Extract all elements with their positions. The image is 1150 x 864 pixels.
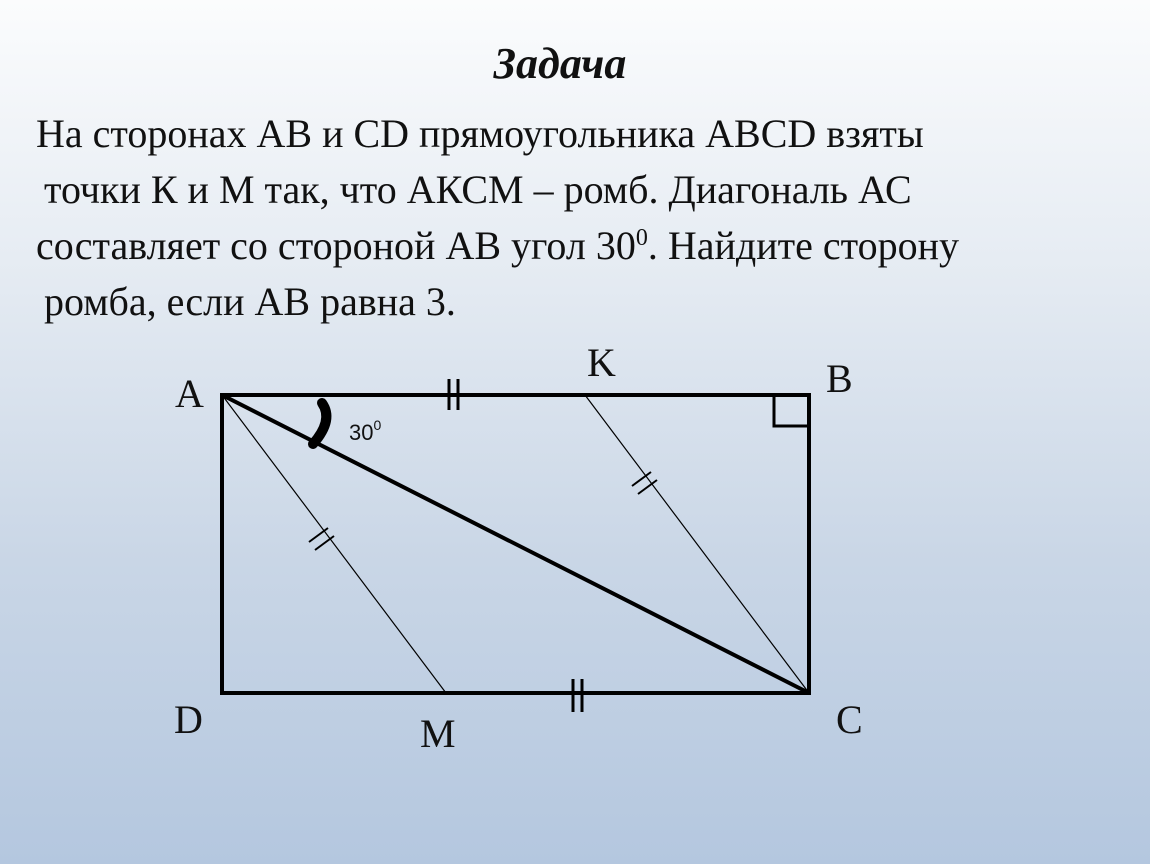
diagonal-ac [222, 395, 809, 693]
vertex-label-a: A [175, 371, 204, 416]
right-angle-marker [774, 395, 809, 426]
vertex-label-c: C [836, 697, 863, 742]
angle-value: 30 [349, 420, 374, 445]
angle-degree: 0 [373, 417, 382, 433]
vertex-label-b: B [826, 356, 853, 401]
degree-superscript: 0 [635, 225, 648, 251]
vertex-label-d: D [174, 697, 203, 742]
segment-kc [585, 395, 809, 693]
vertex-label-m: M [420, 711, 456, 756]
angle-label [349, 417, 381, 445]
problem-line-3-text: составляет со стороной АВ угол 30 [36, 223, 636, 268]
problem-line-4: ромба, если АВ равна 3. [44, 279, 456, 324]
angle-arc [313, 403, 326, 444]
slide-title: Задача [493, 39, 627, 88]
problem-line-2: точки К и М так, что АКСМ – ромб. Диагональ АС [44, 167, 912, 212]
tick-marks-am [309, 528, 334, 550]
problem-line-3-end: . Найдите сторону [647, 223, 960, 268]
tick-marks-kc [632, 472, 657, 494]
segment-am [222, 395, 446, 693]
tick-marks-mc [573, 679, 582, 712]
problem-line-1: На сторонах АВ и CD прямоугольника ABCD взяты [36, 111, 924, 156]
vertex-label-k: K [587, 340, 616, 385]
